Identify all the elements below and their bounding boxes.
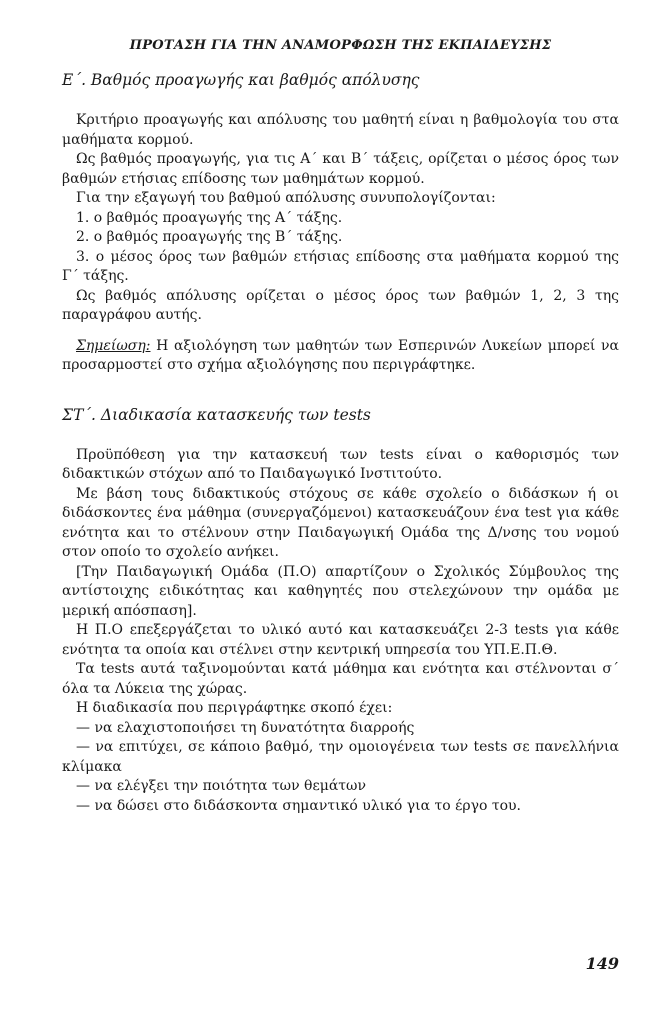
list-item: — να δώσει στο διδάσκοντα σημαντικό υλικό για το έργο του. — [76, 797, 521, 814]
note-label: Σημείωση: — [76, 337, 151, 354]
section-e-paragraph: Κριτήριο προαγωγής και απόλυσης του μαθητή είναι η βαθμολογία του στα μαθήματα κορμού. — [62, 112, 619, 148]
list-item: — να επιτύχει, σε κάποιο βαθμό, την ομοιογένεια των tests σε πανελλήνια κλίμακα — [62, 739, 619, 775]
section-st-paragraph: Με βάση τους διδακτικούς στόχους σε κάθε σχολείο ο διδάσκων ή οι διδάσκοντες ένα μάθημα (συνεργαζόμενοι) κατασκευάζουν ένα test για κάθε ενότητα και το στέλνουν στην Παιδαγωγική Ομάδα της Δ/νσης του νομού στον οποίο το σχολείο ανήκει. — [62, 485, 619, 560]
list-item: 1. ο βαθμός προαγωγής της Α΄ τάξης. — [76, 209, 343, 226]
note-paragraph — [62, 337, 619, 376]
page-number: 149 — [585, 954, 619, 973]
section-e-paragraph: Ως βαθμός απόλυσης ορίζεται ο μέσος όρος των βαθμών 1, 2, 3 της παραγράφου αυτής. — [62, 287, 619, 323]
section-e-paragraph: Για την εξαγωγή του βαθμού απόλυσης συνυπολογίζονται: — [76, 190, 496, 206]
section-st-paragraph: [Την Παιδαγωγική Ομάδα (Π.Ο) απαρτίζουν ο Σχολικός Σύμβουλος της αντίστοιχης ειδικότητας και καθηγητές που στελεχώνουν την ομάδα με μερική απόσπαση]. — [62, 563, 619, 619]
section-st-paragraph: Η διαδικασία που περιγράφτηκε σκοπό έχει: — [76, 700, 393, 716]
section-st-paragraph: Προϋπόθεση για την κατασκευή των tests είναι ο καθορισμός των διδακτικών στόχων από το Παιδαγωγικό Ινστιτούτο. — [62, 446, 619, 482]
section-e-paragraph: Ως βαθμός προαγωγής, για τις Α΄ και Β΄ τάξεις, ορίζεται ο μέσος όρος των βαθμών ετήσιας επίδοσης των μαθημάτων κορμού. — [62, 151, 619, 187]
note-text: Η αξιολόγηση των μαθητών των Εσπερινών Λυκείων μπορεί να προσαρμοστεί στο σχήμα αξιολόγησης που περιγράφτηκε. — [62, 337, 619, 373]
list-item: 2. ο βαθμός προαγωγής της Β΄ τάξης. — [76, 229, 343, 245]
section-e-heading: Ε΄. Βαθμός προαγωγής και βαθμός απόλυσης — [62, 71, 420, 89]
list-item: — να ελέγξει την ποιότητα των θεμάτων — [76, 778, 366, 794]
section-st-paragraph: Τα tests αυτά ταξινομούνται κατά μάθημα και ενότητα και στέλνονται σ΄ όλα τα Λύκεια της χώρας. — [62, 661, 619, 697]
list-item: 3. ο μέσος όρος των βαθμών ετήσιας επίδοσης στα μαθήματα κορμού της Γ΄ τάξης. — [62, 248, 619, 284]
list-item: — να ελαχιστοποιήσει τη δυνατότητα διαρροής — [76, 719, 415, 736]
section-st-heading: ΣΤ΄. Διαδικασία κατασκευής των tests — [62, 405, 371, 424]
section-st-paragraph: Η Π.Ο επεξεργάζεται το υλικό αυτό και κατασκευάζει 2-3 tests για κάθε ενότητα τα οποία και στέλνει στην κεντρική υπηρεσία του ΥΠ.Ε.Π.Θ. — [62, 622, 619, 658]
running-head: ΠΡΟΤΑΣΗ ΓΙΑ ΤΗΝ ΑΝΑΜΟΡΦΩΣΗ ΤΗΣ ΕΚΠΑΙΔΕΥΣΗΣ — [129, 38, 552, 53]
